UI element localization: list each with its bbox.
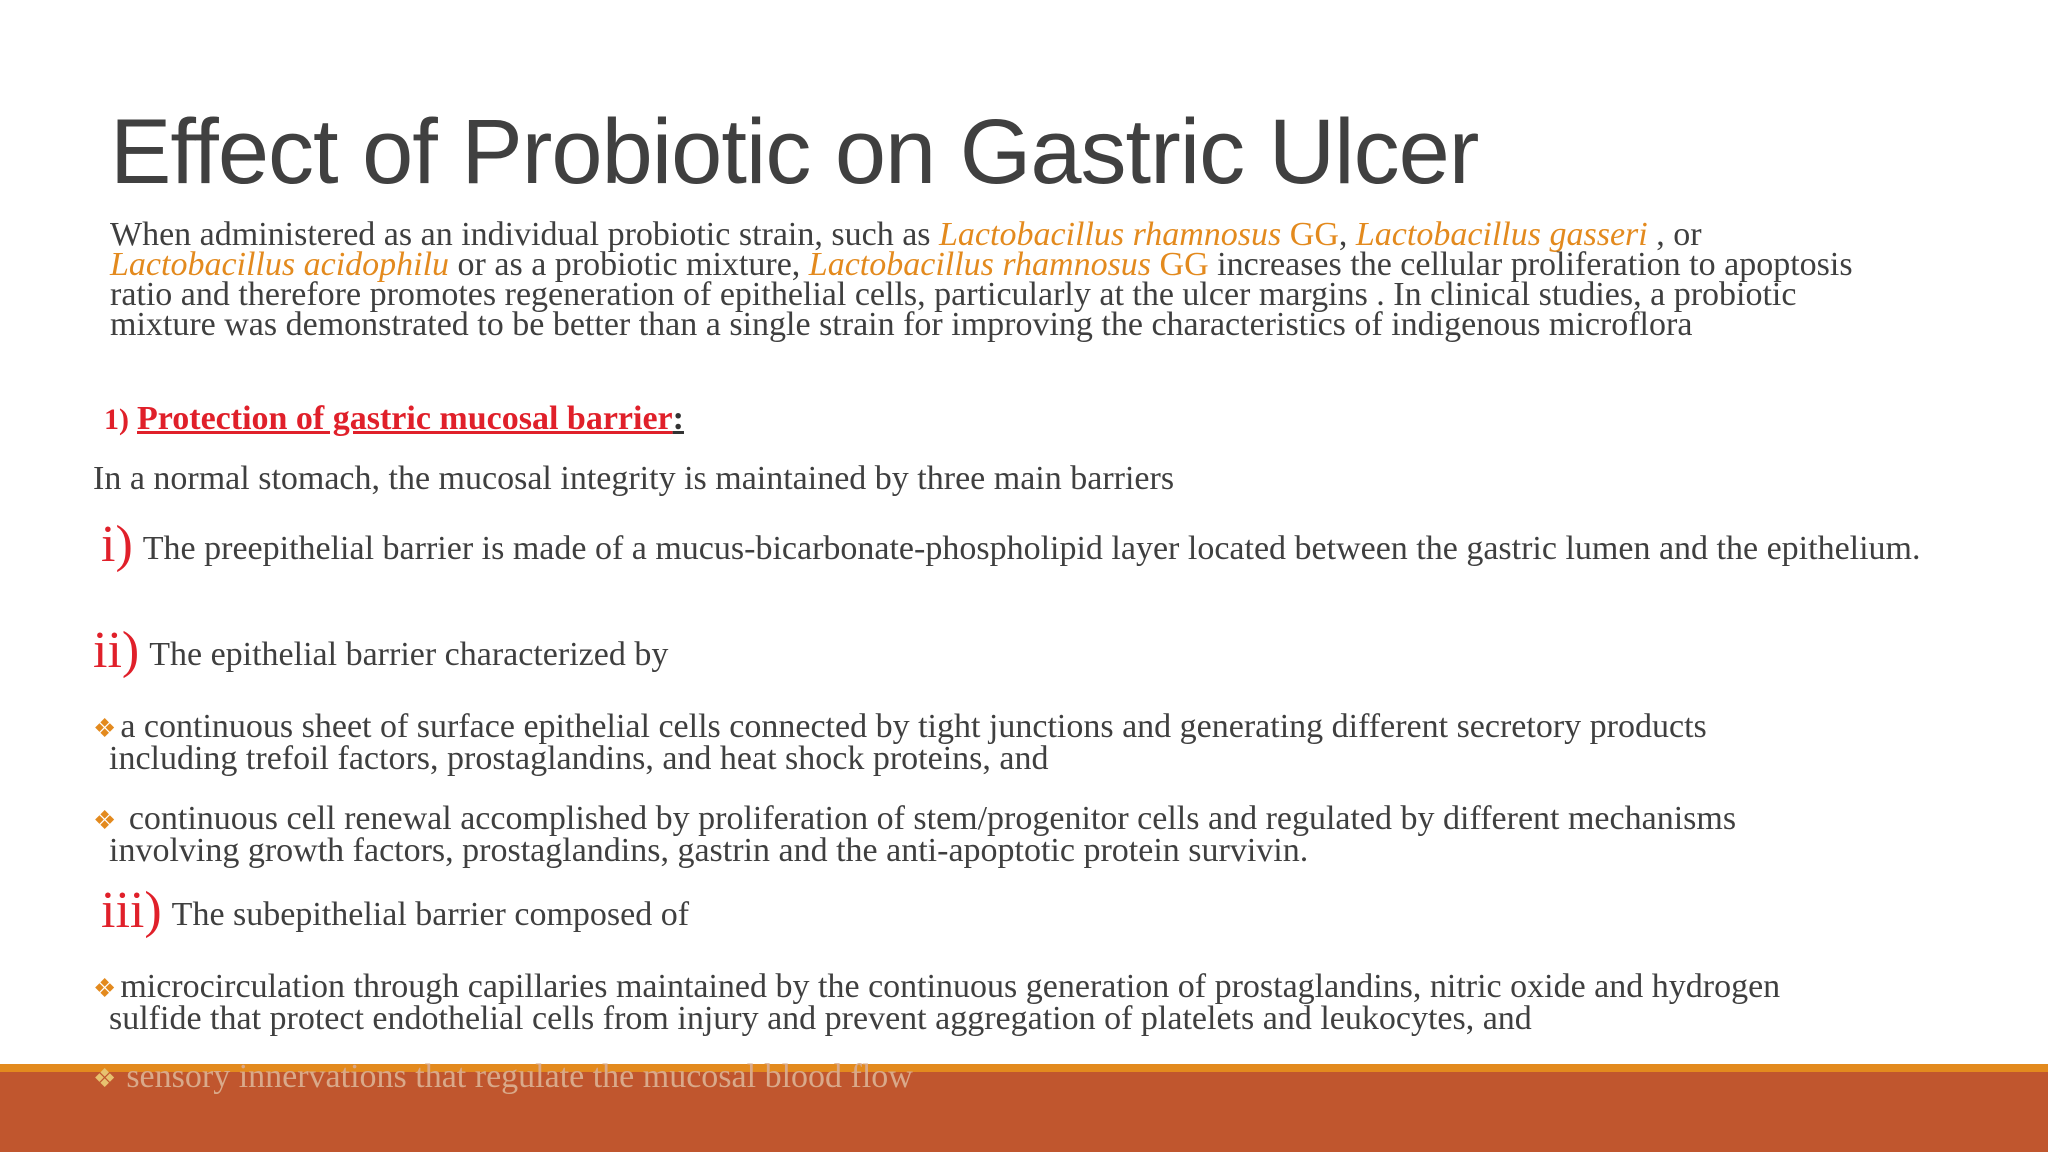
intro-text-2: ,: [1338, 216, 1356, 253]
slide-title: Effect of Probiotic on Gastric Ulcer: [110, 101, 1479, 203]
intro-text-1: When administered as an individual probiotic strain, such as: [110, 216, 940, 253]
barrier-numeral: iii): [101, 882, 162, 939]
bullet-text: microcirculation through capillaries maintained by the continuous generation of prostaglandins, nitric oxide and hydrogen: [120, 968, 1781, 1005]
barrier-i: [93, 516, 1933, 573]
bullet-text: a continuous sheet of surface epithelial cells connected by tight junctions and generating different secretory products: [120, 708, 1707, 745]
bullet-text: sensory innervations that regulate the mucosal blood flow: [126, 1058, 913, 1095]
diamond-bullet-icon: ❖: [93, 974, 117, 1003]
heading-colon: :: [672, 400, 684, 437]
species-name: Lactobacillus acidophilu: [110, 246, 450, 283]
strain-label: GG: [1281, 216, 1339, 253]
bullet-text: continuous cell renewal accomplished by proliferation of stem/progenitor cells and regulated by different mechanisms: [120, 800, 1737, 837]
barrier-i-text: The preepithelial barrier is made of a mucus-bicarbonate-phospholipid layer located between the gastric lumen and the epithelium.: [142, 530, 1921, 567]
intro-text-3: , or: [1647, 216, 1702, 253]
intro-text-4: or as a probiotic mixture,: [449, 246, 809, 283]
heading-number: 1): [104, 403, 129, 436]
intro-text-5: increases the cellular proliferation to apoptosis ratio and therefore promotes regeneration of epithelial cells, particularly at the ulcer margins . In clinical studies, a probiotic mixture was demonstrated to be better than a single strain for improving the characteristics of indigenous microflora: [110, 246, 1853, 343]
species-name: Lactobacillus rhamnosus: [808, 246, 1152, 283]
diamond-bullet-icon: ❖: [93, 714, 117, 743]
bullet-continuation: sulfide that protect endothelial cells from injury and prevent aggregation of platelets and leukocytes, and: [109, 1000, 1532, 1037]
barrier-iii-text: The subepithelial barrier composed of: [171, 896, 690, 933]
diamond-bullet-icon: ❖: [93, 1064, 117, 1093]
strain-label: GG: [1151, 246, 1209, 283]
species-name: Lactobacillus rhamnosus: [939, 216, 1282, 253]
barrier-ii-text: The epithelial barrier characterized by: [149, 636, 669, 673]
normal-stomach-text: In a normal stomach, the mucosal integrity is maintained by three main barriers: [93, 460, 1175, 497]
list-item: [93, 968, 1933, 1037]
diamond-bullet-icon: ❖: [93, 806, 117, 835]
list-item: [93, 1058, 913, 1095]
barrier-numeral: i): [101, 516, 133, 573]
bullet-continuation: including trefoil factors, prostaglandins, and heat shock proteins, and: [109, 740, 1049, 777]
bullet-continuation: involving growth factors, prostaglandins, gastrin and the anti-apoptotic protein survivin.: [109, 832, 1309, 869]
list-item: [93, 800, 1933, 869]
barrier-ii: [93, 622, 1933, 679]
species-name: Lactobacillus gasseri: [1355, 216, 1648, 253]
intro-paragraph: [110, 216, 1910, 343]
section-heading: [104, 400, 684, 438]
list-item: [93, 708, 1933, 777]
barrier-numeral: ii): [93, 622, 140, 679]
heading-text: Protection of gastric mucosal barrier: [137, 400, 673, 437]
barrier-iii: [93, 882, 1933, 939]
